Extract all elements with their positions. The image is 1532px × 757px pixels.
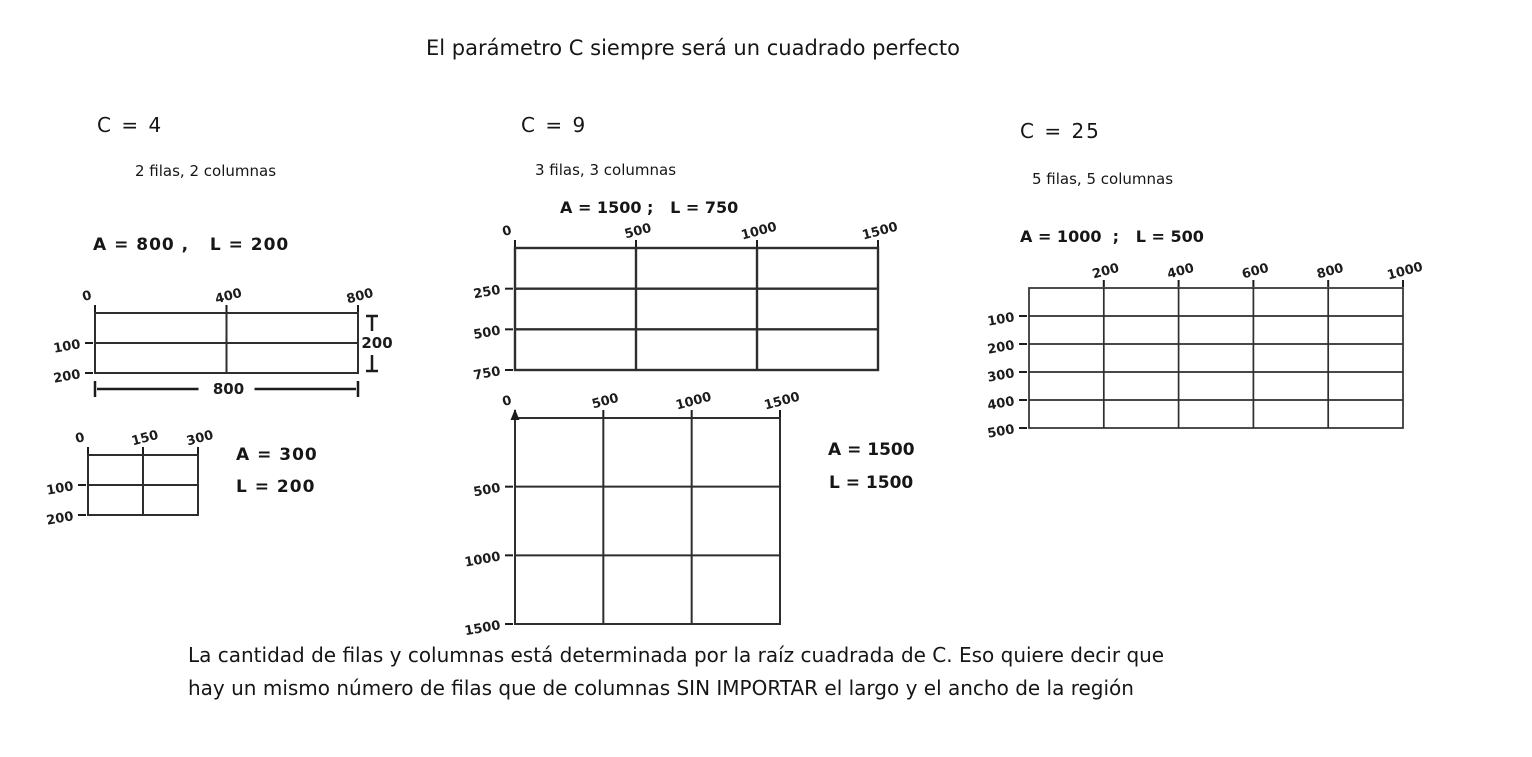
section-c4-params: A = 800 , L = 200: [93, 235, 290, 255]
grid-c4-small-area-label: A = 300: [236, 445, 318, 465]
svg-text:0: 0: [500, 223, 514, 241]
grid-c4-small: [30, 417, 278, 563]
svg-text:750: 750: [472, 364, 502, 384]
svg-text:500: 500: [472, 323, 502, 343]
section-c9-params: A = 1500 ; L = 750: [560, 198, 739, 217]
svg-text:200: 200: [45, 509, 75, 529]
svg-text:500: 500: [986, 422, 1016, 442]
svg-text:0: 0: [80, 288, 94, 306]
svg-text:800: 800: [345, 285, 376, 308]
grid-c25: [971, 250, 1483, 476]
section-c9-subheading: 3 filas, 3 columnas: [535, 161, 677, 179]
svg-text:500: 500: [623, 220, 654, 243]
svg-text:1500: 1500: [463, 618, 502, 640]
svg-text:250: 250: [472, 282, 502, 303]
svg-text:1000: 1000: [1385, 259, 1425, 284]
svg-text:300: 300: [986, 366, 1016, 386]
svg-text:200: 200: [1090, 260, 1121, 283]
grid-c9-square-area-label: A = 1500: [828, 440, 915, 460]
svg-text:0: 0: [500, 393, 514, 411]
section-c9-heading: C = 9: [521, 113, 588, 137]
svg-text:500: 500: [590, 390, 621, 413]
svg-text:200: 200: [986, 338, 1016, 358]
svg-text:400: 400: [213, 285, 244, 308]
svg-text:1000: 1000: [674, 389, 714, 414]
svg-text:1000: 1000: [739, 219, 779, 244]
svg-text:400: 400: [1165, 260, 1196, 283]
footer-note-line1: La cantidad de filas y columnas está determinada por la raíz cuadrada de C. Eso quiere decir que: [188, 643, 1165, 667]
svg-text:0: 0: [73, 430, 87, 448]
section-c25-heading: C = 25: [1020, 119, 1101, 143]
svg-text:500: 500: [472, 480, 502, 501]
page-title: El parámetro C siempre será un cuadrado perfecto: [426, 36, 960, 60]
grid-c4-small-length-label: L = 200: [236, 477, 316, 497]
svg-text:150: 150: [130, 427, 161, 450]
svg-text:600: 600: [1240, 260, 1271, 283]
svg-text:800: 800: [1315, 260, 1346, 283]
grid-c9-square-length-label: L = 1500: [829, 473, 914, 493]
svg-text:1500: 1500: [762, 389, 802, 414]
svg-text:200: 200: [52, 367, 82, 387]
section-c4-subheading: 2 filas, 2 columnas: [135, 162, 277, 180]
section-c25-params: A = 1000 ; L = 500: [1020, 227, 1204, 246]
section-c4-heading: C = 4: [97, 113, 164, 137]
svg-text:1500: 1500: [860, 219, 900, 244]
grid-c9-square: [457, 380, 860, 672]
grid-c4-main: [37, 275, 438, 421]
svg-text:200: 200: [361, 334, 393, 352]
svg-text:400: 400: [986, 394, 1016, 414]
section-c25-subheading: 5 filas, 5 columnas: [1032, 170, 1174, 188]
svg-text:300: 300: [185, 427, 216, 450]
svg-text:100: 100: [52, 337, 82, 357]
svg-text:1000: 1000: [463, 549, 502, 571]
svg-text:100: 100: [986, 310, 1016, 330]
svg-text:100: 100: [45, 479, 75, 499]
svg-text:800: 800: [212, 380, 245, 398]
footer-note-line2: hay un mismo número de filas que de columnas SIN IMPORTAR el largo y el ancho de la región: [188, 676, 1134, 700]
